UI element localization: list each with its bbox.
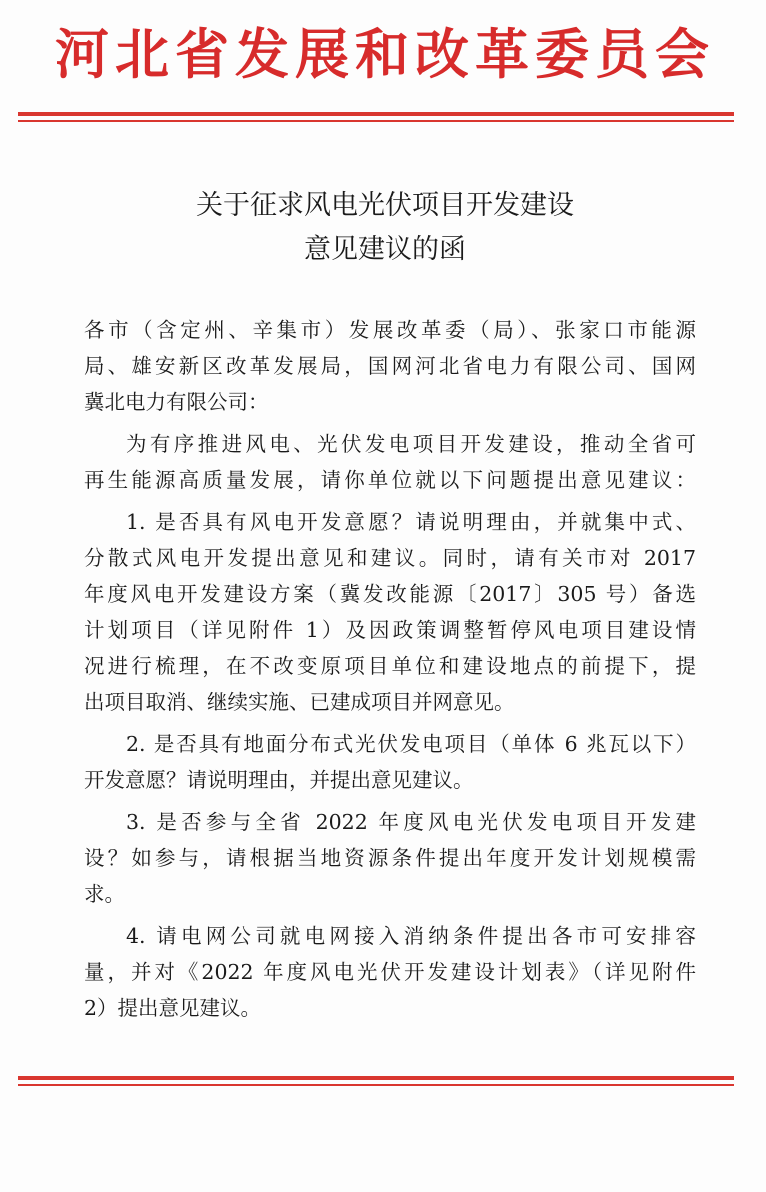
body-line: 4. 请电网公司就电网接入消纳条件提出各市可安排容 — [126, 924, 696, 948]
body-line: 3. 是否参与全省 2022 年度风电光伏发电项目开发建 — [126, 810, 696, 834]
document-title-line-1: 关于征求风电光伏项目开发建设 — [196, 190, 574, 221]
body-line: 计划项目（详见附件 1）及因政策调整暂停风电项目建设情 — [84, 618, 696, 642]
footer-rule-thin — [18, 1084, 734, 1086]
body-line: 1. 是否具有风电开发意愿？请说明理由，并就集中式、 — [126, 510, 696, 534]
body-line: 求。 — [84, 882, 125, 906]
body-line: 局、雄安新区改革发展局，国网河北省电力有限公司、国网 — [84, 354, 696, 378]
body-line: 设？如参与，请根据当地资源条件提出年度开发计划规模需 — [84, 846, 696, 870]
issuing-organization-title: 河北省发展和改革委员会 — [55, 22, 715, 86]
body-line: 冀北电力有限公司： — [84, 390, 269, 414]
body-line: 2）提出意见建议。 — [84, 996, 262, 1020]
body-line: 为有序推进风电、光伏发电项目开发建设，推动全省可 — [126, 432, 696, 456]
document-title-line-2: 意见建议的函 — [304, 234, 466, 265]
body-line: 年度风电开发建设方案（冀发改能源〔2017〕305 号）备选 — [84, 582, 696, 606]
body-line: 再生能源高质量发展，请你单位就以下问题提出意见建议： — [84, 468, 696, 492]
header-rule-thick — [18, 112, 734, 116]
header-rule-thin — [18, 120, 734, 122]
body-line: 各市（含定州、辛集市）发展改革委（局）、张家口市能源 — [84, 318, 696, 342]
body-line: 况进行梳理，在不改变原项目单位和建设地点的前提下，提 — [84, 654, 696, 678]
body-line: 量，并对《2022 年度风电光伏开发建设计划表》（详见附件 — [84, 960, 696, 984]
footer-rule-thick — [18, 1076, 734, 1080]
body-line: 出项目取消、继续实施、已建成项目并网意见。 — [84, 690, 515, 714]
body-line: 分散式风电开发提出意见和建议。同时，请有关市对 2017 — [84, 546, 696, 570]
body-line: 开发意愿？请说明理由，并提出意见建议。 — [84, 768, 474, 792]
body-line: 2. 是否具有地面分布式光伏发电项目（单体 6 兆瓦以下） — [126, 732, 696, 756]
